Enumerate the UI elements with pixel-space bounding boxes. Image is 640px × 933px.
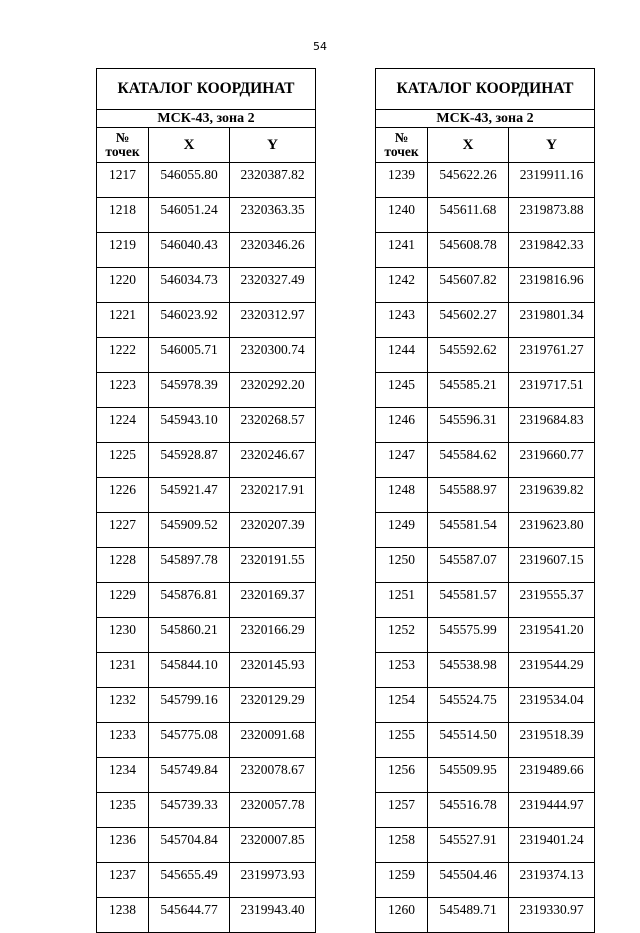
point-number-cell: 1236 bbox=[97, 828, 149, 863]
y-coordinate-cell: 2320166.29 bbox=[230, 618, 316, 653]
page-number: 54 bbox=[313, 40, 327, 53]
table-row bbox=[376, 408, 595, 443]
y-coordinate-cell: 2320217.91 bbox=[230, 478, 316, 513]
point-number-cell: 1218 bbox=[97, 198, 149, 233]
point-number-cell: 1219 bbox=[97, 233, 149, 268]
y-coordinate-cell: 2319873.88 bbox=[509, 198, 595, 233]
table-row bbox=[97, 338, 316, 373]
x-coordinate-cell: 545504.46 bbox=[428, 863, 509, 898]
point-number-cell: 1251 bbox=[376, 583, 428, 618]
table-row bbox=[376, 548, 595, 583]
catalog-body bbox=[376, 163, 595, 933]
table-row bbox=[97, 163, 316, 198]
x-coordinate-cell: 545655.49 bbox=[149, 863, 230, 898]
point-number-cell: 1225 bbox=[97, 443, 149, 478]
y-coordinate-cell: 2319534.04 bbox=[509, 688, 595, 723]
y-coordinate-cell: 2320145.93 bbox=[230, 653, 316, 688]
table-row bbox=[376, 758, 595, 793]
x-coordinate-cell: 545527.91 bbox=[428, 828, 509, 863]
table-row bbox=[376, 198, 595, 233]
table-row bbox=[97, 898, 316, 933]
y-coordinate-cell: 2320363.35 bbox=[230, 198, 316, 233]
x-coordinate-cell: 545928.87 bbox=[149, 443, 230, 478]
point-number-cell: 1257 bbox=[376, 793, 428, 828]
y-coordinate-cell: 2320191.55 bbox=[230, 548, 316, 583]
table-row bbox=[376, 513, 595, 548]
coordinate-catalog-table-right bbox=[375, 68, 595, 933]
x-coordinate-cell: 545799.16 bbox=[149, 688, 230, 723]
y-column-header: Y bbox=[509, 128, 595, 163]
y-coordinate-cell: 2320346.26 bbox=[230, 233, 316, 268]
y-coordinate-cell: 2319489.66 bbox=[509, 758, 595, 793]
point-number-cell: 1224 bbox=[97, 408, 149, 443]
table-row bbox=[97, 233, 316, 268]
y-coordinate-cell: 2320207.39 bbox=[230, 513, 316, 548]
catalog-body bbox=[97, 163, 316, 933]
point-number-cell: 1245 bbox=[376, 373, 428, 408]
x-coordinate-cell: 545524.75 bbox=[428, 688, 509, 723]
point-number-cell: 1244 bbox=[376, 338, 428, 373]
point-number-cell: 1242 bbox=[376, 268, 428, 303]
x-coordinate-cell: 545516.78 bbox=[428, 793, 509, 828]
point-number-cell: 1231 bbox=[97, 653, 149, 688]
y-coordinate-cell: 2320078.67 bbox=[230, 758, 316, 793]
y-coordinate-cell: 2319444.97 bbox=[509, 793, 595, 828]
y-coordinate-cell: 2319330.97 bbox=[509, 898, 595, 933]
x-coordinate-cell: 545538.98 bbox=[428, 653, 509, 688]
x-coordinate-cell: 545739.33 bbox=[149, 793, 230, 828]
point-number-cell: 1258 bbox=[376, 828, 428, 863]
x-coordinate-cell: 545876.81 bbox=[149, 583, 230, 618]
y-column-header: Y bbox=[230, 128, 316, 163]
x-coordinate-cell: 545608.78 bbox=[428, 233, 509, 268]
point-number-header bbox=[376, 128, 428, 163]
x-coordinate-cell: 545749.84 bbox=[149, 758, 230, 793]
point-number-cell: 1253 bbox=[376, 653, 428, 688]
point-number-cell: 1238 bbox=[97, 898, 149, 933]
x-coordinate-cell: 545581.57 bbox=[428, 583, 509, 618]
x-coordinate-cell: 545514.50 bbox=[428, 723, 509, 758]
table-row bbox=[376, 688, 595, 723]
point-number-cell: 1230 bbox=[97, 618, 149, 653]
x-coordinate-cell: 545509.95 bbox=[428, 758, 509, 793]
table-row bbox=[376, 898, 595, 933]
table-row bbox=[376, 793, 595, 828]
table-row bbox=[97, 723, 316, 758]
y-coordinate-cell: 2319639.82 bbox=[509, 478, 595, 513]
y-coordinate-cell: 2320169.37 bbox=[230, 583, 316, 618]
table-row bbox=[376, 268, 595, 303]
table-row bbox=[376, 478, 595, 513]
y-coordinate-cell: 2319911.16 bbox=[509, 163, 595, 198]
x-coordinate-cell: 545943.10 bbox=[149, 408, 230, 443]
point-number-header bbox=[97, 128, 149, 163]
y-coordinate-cell: 2320091.68 bbox=[230, 723, 316, 758]
point-number-cell: 1246 bbox=[376, 408, 428, 443]
table-row bbox=[376, 863, 595, 898]
point-number-header-label: точек bbox=[384, 144, 419, 159]
point-number-cell: 1217 bbox=[97, 163, 149, 198]
y-coordinate-cell: 2320057.78 bbox=[230, 793, 316, 828]
point-number-cell: 1220 bbox=[97, 268, 149, 303]
x-coordinate-cell: 545596.31 bbox=[428, 408, 509, 443]
table-row bbox=[376, 163, 595, 198]
x-coordinate-cell: 545588.97 bbox=[428, 478, 509, 513]
point-number-cell: 1241 bbox=[376, 233, 428, 268]
table-row bbox=[97, 618, 316, 653]
table-row bbox=[376, 373, 595, 408]
x-coordinate-cell: 545860.21 bbox=[149, 618, 230, 653]
x-coordinate-cell: 545607.82 bbox=[428, 268, 509, 303]
y-coordinate-cell: 2319374.13 bbox=[509, 863, 595, 898]
y-coordinate-cell: 2319555.37 bbox=[509, 583, 595, 618]
table-row bbox=[97, 198, 316, 233]
table-row bbox=[97, 828, 316, 863]
y-coordinate-cell: 2319761.27 bbox=[509, 338, 595, 373]
table-row bbox=[97, 478, 316, 513]
point-number-cell: 1256 bbox=[376, 758, 428, 793]
point-number-cell: 1255 bbox=[376, 723, 428, 758]
table-row bbox=[97, 758, 316, 793]
point-number-cell: 1237 bbox=[97, 863, 149, 898]
x-coordinate-cell: 545704.84 bbox=[149, 828, 230, 863]
point-number-cell: 1254 bbox=[376, 688, 428, 723]
y-coordinate-cell: 2319717.51 bbox=[509, 373, 595, 408]
point-number-cell: 1234 bbox=[97, 758, 149, 793]
x-coordinate-cell: 546023.92 bbox=[149, 303, 230, 338]
x-coordinate-cell: 545775.08 bbox=[149, 723, 230, 758]
point-number-cell: 1221 bbox=[97, 303, 149, 338]
y-coordinate-cell: 2320292.20 bbox=[230, 373, 316, 408]
y-coordinate-cell: 2320387.82 bbox=[230, 163, 316, 198]
y-coordinate-cell: 2319518.39 bbox=[509, 723, 595, 758]
x-coordinate-cell: 545611.68 bbox=[428, 198, 509, 233]
y-coordinate-cell: 2320007.85 bbox=[230, 828, 316, 863]
point-number-header-label: точек bbox=[105, 144, 140, 159]
table-row bbox=[97, 548, 316, 583]
y-coordinate-cell: 2319842.33 bbox=[509, 233, 595, 268]
y-coordinate-cell: 2320327.49 bbox=[230, 268, 316, 303]
point-number-cell: 1243 bbox=[376, 303, 428, 338]
point-number-cell: 1223 bbox=[97, 373, 149, 408]
x-coordinate-cell: 545581.54 bbox=[428, 513, 509, 548]
y-coordinate-cell: 2319816.96 bbox=[509, 268, 595, 303]
y-coordinate-cell: 2319623.80 bbox=[509, 513, 595, 548]
table-row bbox=[97, 583, 316, 618]
x-coordinate-cell: 545489.71 bbox=[428, 898, 509, 933]
y-coordinate-cell: 2320246.67 bbox=[230, 443, 316, 478]
point-number-cell: 1259 bbox=[376, 863, 428, 898]
point-number-cell: 1229 bbox=[97, 583, 149, 618]
x-coordinate-cell: 546005.71 bbox=[149, 338, 230, 373]
x-coordinate-cell: 546055.80 bbox=[149, 163, 230, 198]
x-coordinate-cell: 545585.21 bbox=[428, 373, 509, 408]
x-coordinate-cell: 545575.99 bbox=[428, 618, 509, 653]
y-coordinate-cell: 2319401.24 bbox=[509, 828, 595, 863]
point-number-cell: 1227 bbox=[97, 513, 149, 548]
table-row bbox=[97, 513, 316, 548]
x-coordinate-cell: 546040.43 bbox=[149, 233, 230, 268]
x-coordinate-cell: 545584.62 bbox=[428, 443, 509, 478]
x-coordinate-cell: 545644.77 bbox=[149, 898, 230, 933]
table-row bbox=[376, 723, 595, 758]
y-coordinate-cell: 2319660.77 bbox=[509, 443, 595, 478]
catalog-title: КАТАЛОГ КООРДИНАТ bbox=[376, 69, 595, 110]
table-row bbox=[97, 793, 316, 828]
table-row bbox=[376, 583, 595, 618]
point-number-cell: 1260 bbox=[376, 898, 428, 933]
point-number-cell: 1247 bbox=[376, 443, 428, 478]
point-number-header-symbol: № bbox=[394, 130, 409, 145]
table-row bbox=[376, 233, 595, 268]
point-number-cell: 1235 bbox=[97, 793, 149, 828]
y-coordinate-cell: 2319684.83 bbox=[509, 408, 595, 443]
table-row bbox=[376, 443, 595, 478]
coordinate-system-zone: МСК-43, зона 2 bbox=[376, 110, 595, 128]
x-coordinate-cell: 545909.52 bbox=[149, 513, 230, 548]
x-coordinate-cell: 545587.07 bbox=[428, 548, 509, 583]
y-coordinate-cell: 2320312.97 bbox=[230, 303, 316, 338]
table-row bbox=[376, 653, 595, 688]
y-coordinate-cell: 2320129.29 bbox=[230, 688, 316, 723]
x-coordinate-cell: 545602.27 bbox=[428, 303, 509, 338]
y-coordinate-cell: 2319801.34 bbox=[509, 303, 595, 338]
x-coordinate-cell: 545921.47 bbox=[149, 478, 230, 513]
table-row bbox=[376, 303, 595, 338]
x-coordinate-cell: 545844.10 bbox=[149, 653, 230, 688]
catalog-title: КАТАЛОГ КООРДИНАТ bbox=[97, 69, 316, 110]
y-coordinate-cell: 2320300.74 bbox=[230, 338, 316, 373]
point-number-cell: 1248 bbox=[376, 478, 428, 513]
table-row bbox=[97, 653, 316, 688]
x-coordinate-cell: 546034.73 bbox=[149, 268, 230, 303]
point-number-cell: 1249 bbox=[376, 513, 428, 548]
point-number-cell: 1226 bbox=[97, 478, 149, 513]
y-coordinate-cell: 2319973.93 bbox=[230, 863, 316, 898]
y-coordinate-cell: 2319943.40 bbox=[230, 898, 316, 933]
point-number-cell: 1222 bbox=[97, 338, 149, 373]
point-number-cell: 1228 bbox=[97, 548, 149, 583]
x-coordinate-cell: 545622.26 bbox=[428, 163, 509, 198]
table-row bbox=[376, 618, 595, 653]
point-number-cell: 1250 bbox=[376, 548, 428, 583]
point-number-cell: 1239 bbox=[376, 163, 428, 198]
table-row bbox=[376, 338, 595, 373]
point-number-cell: 1252 bbox=[376, 618, 428, 653]
table-row bbox=[97, 373, 316, 408]
table-row bbox=[97, 443, 316, 478]
y-coordinate-cell: 2319541.20 bbox=[509, 618, 595, 653]
x-coordinate-cell: 546051.24 bbox=[149, 198, 230, 233]
table-row bbox=[97, 303, 316, 338]
table-row bbox=[97, 408, 316, 443]
table-row bbox=[97, 268, 316, 303]
x-coordinate-cell: 545897.78 bbox=[149, 548, 230, 583]
x-coordinate-cell: 545592.62 bbox=[428, 338, 509, 373]
table-row bbox=[97, 688, 316, 723]
y-coordinate-cell: 2320268.57 bbox=[230, 408, 316, 443]
point-number-cell: 1233 bbox=[97, 723, 149, 758]
x-column-header: X bbox=[428, 128, 509, 163]
point-number-cell: 1232 bbox=[97, 688, 149, 723]
y-coordinate-cell: 2319607.15 bbox=[509, 548, 595, 583]
coordinate-system-zone: МСК-43, зона 2 bbox=[97, 110, 316, 128]
point-number-header-symbol: № bbox=[115, 130, 130, 145]
y-coordinate-cell: 2319544.29 bbox=[509, 653, 595, 688]
x-column-header: X bbox=[149, 128, 230, 163]
point-number-cell: 1240 bbox=[376, 198, 428, 233]
x-coordinate-cell: 545978.39 bbox=[149, 373, 230, 408]
table-row bbox=[97, 863, 316, 898]
table-row bbox=[376, 828, 595, 863]
coordinate-catalog-table-left bbox=[96, 68, 316, 933]
